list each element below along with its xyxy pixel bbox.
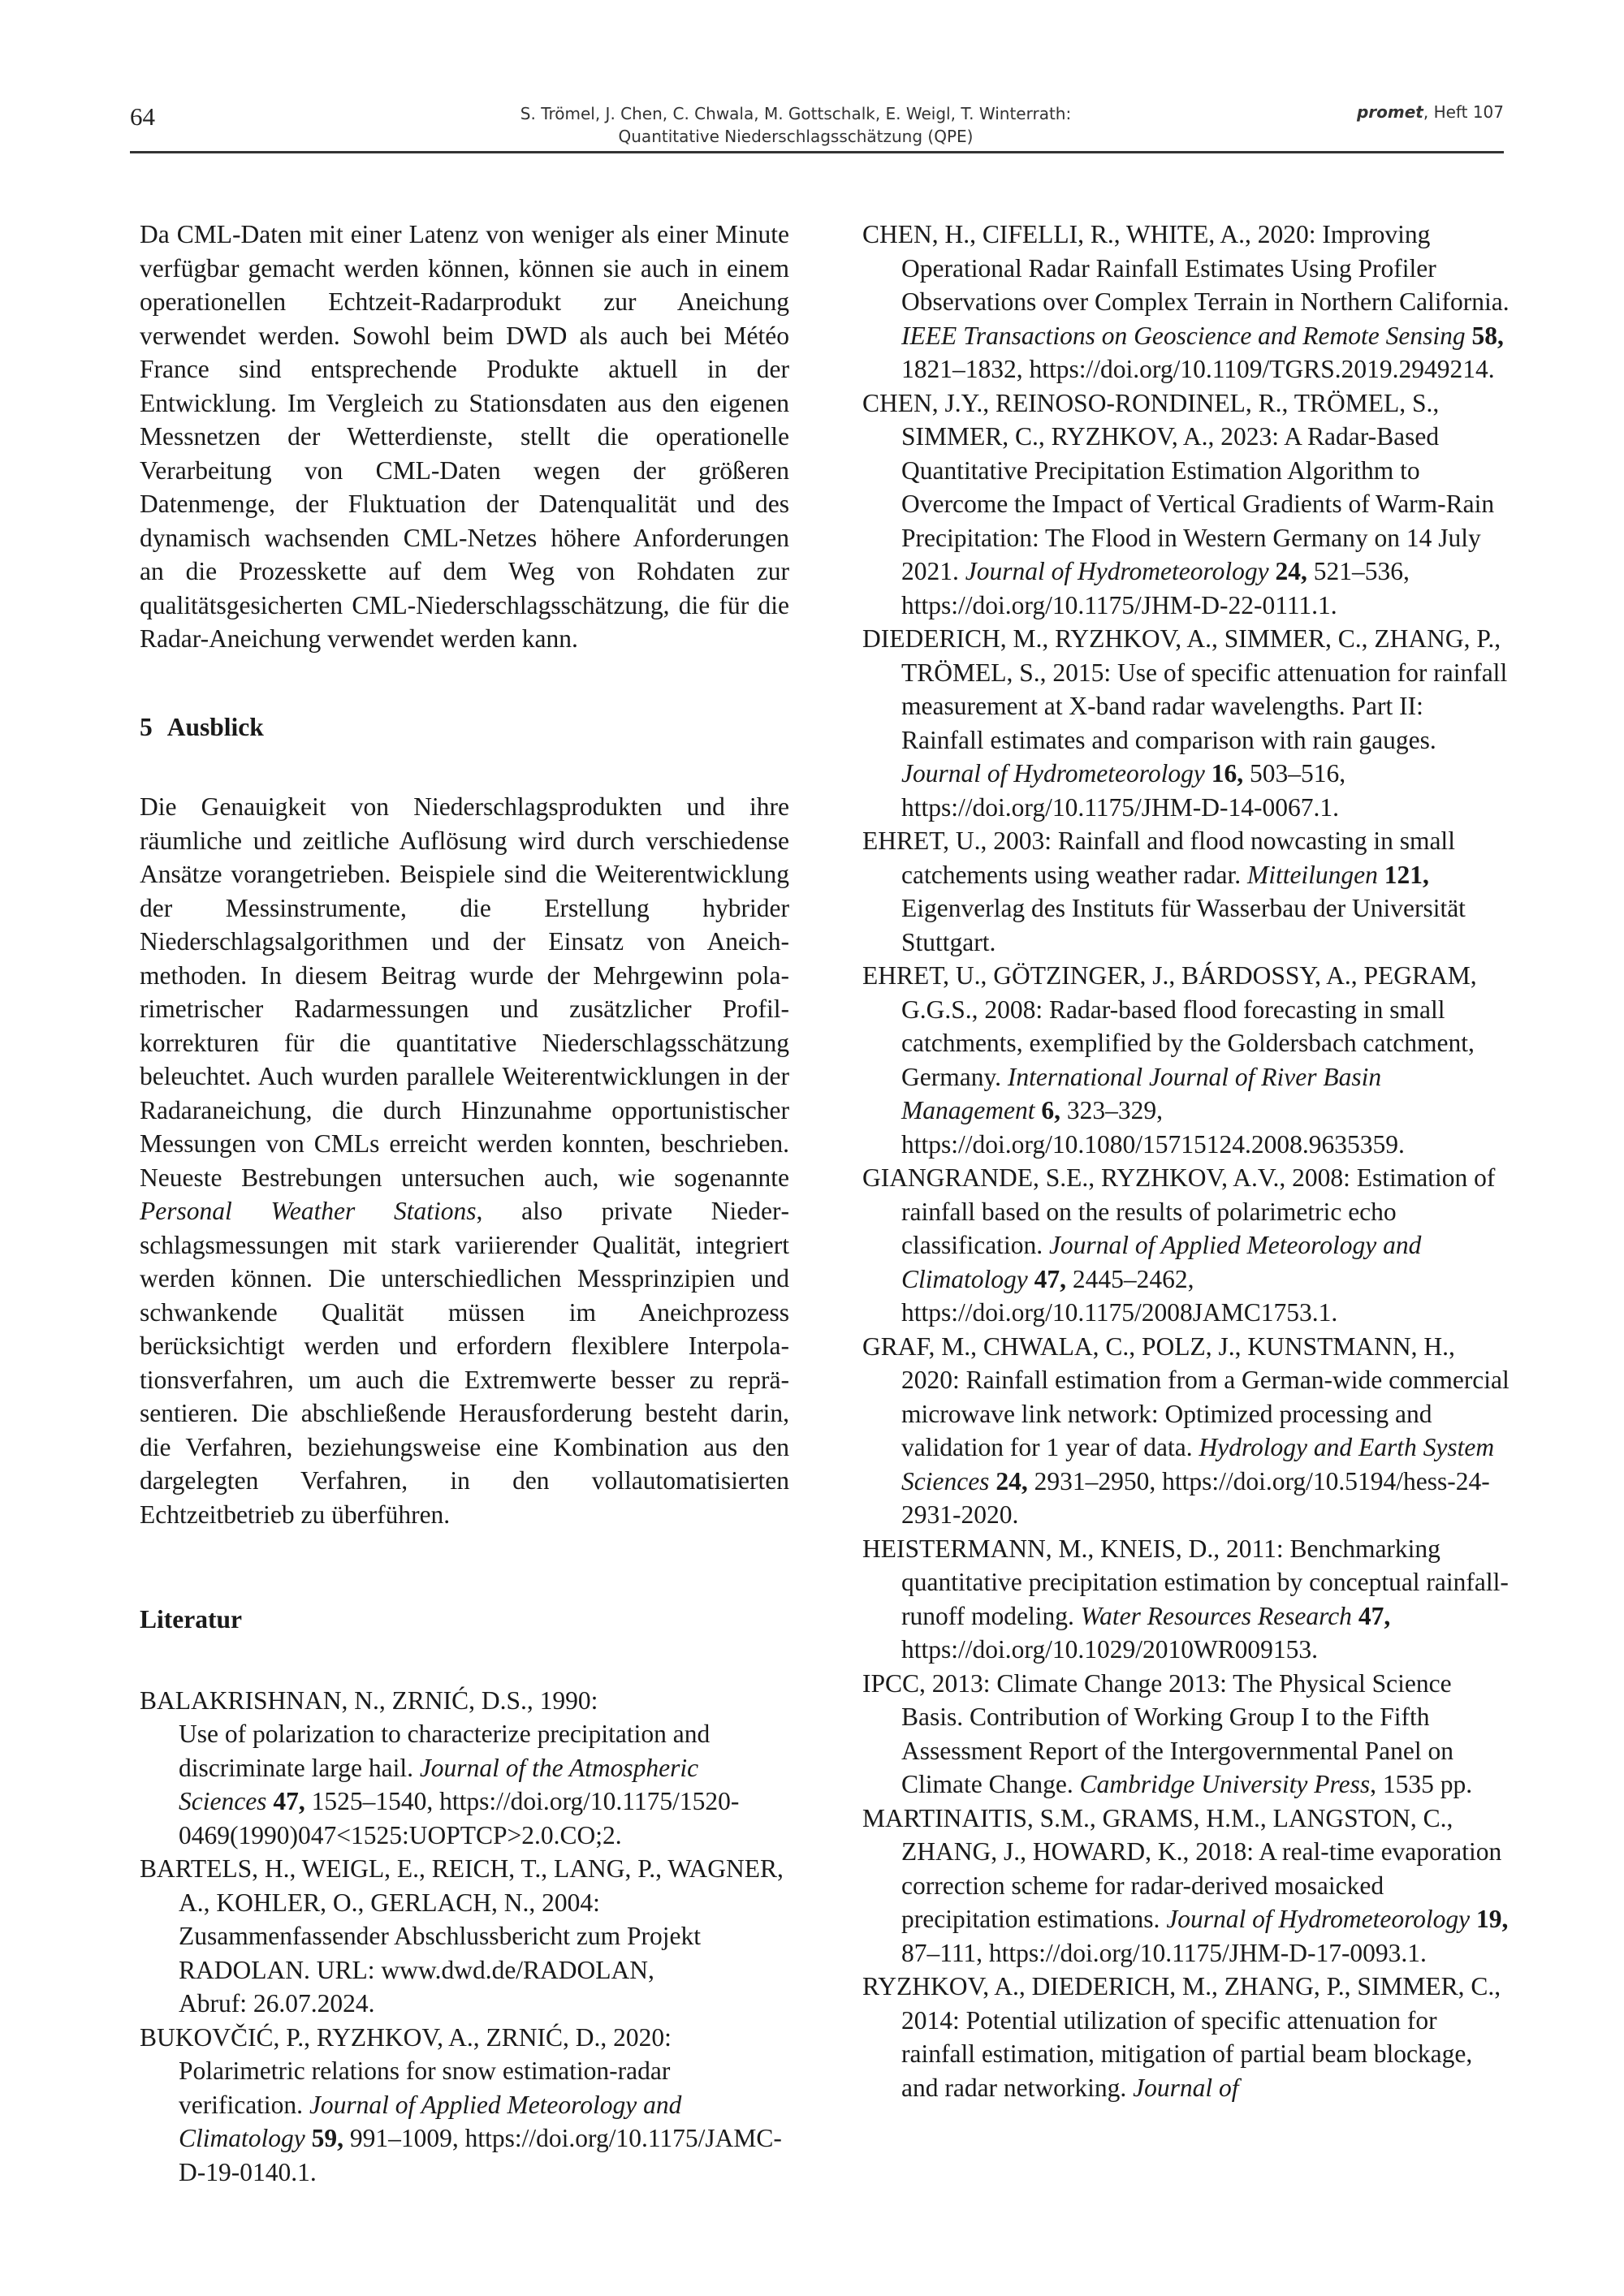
reference-authors: RYZHKOV, A., DIEDERICH, M., ZHANG, P., SIMMER, C., 2014: [862,1972,1501,2035]
reference-volume: 16, [1211,759,1244,788]
reference-authors: BUKOVČIĆ, P., RYZHKOV, A., ZRNIĆ, D., 2020: [140,2022,672,2052]
reference-pages: 323–329, [1060,1096,1163,1124]
reference-journal: Journal of Applied Meteorology and Climatology [901,1231,1422,1293]
intro-paragraph: Da CML-Daten mit einer Latenz von weniger als einer Minute verfügbar gemacht werden können, können sie auch in einem operationellen Echtzeit-Radarprodukt zur Aneichung verwendet werden. Sowohl beim DWD als auch bei Météo France sind entsprechende Produkte aktuell in der Entwicklung. Im Vergleich zu Stationsdaten aus den eigenen Messnetzen der Wetterdienste, stellt die operationelle Verarbeitung von CML-Daten wegen der größeren Datenmenge, der Fluktuation der Datenqualität und des dynamisch wachsenden CML-Netzes höhere Anforderungen an die Prozesskette auf dem Weg von Rohdaten zur qualitätsgesicherten CML-Niederschlagsschätzung, die für die Radar-Aneichung verwendet werden kann. [140,220,789,653]
reference-pages: Eigenverlag des Instituts für Wasserbau der Universität Stuttgart. [901,894,1466,956]
reference-title: Rainfall estimation from a German-wide commercial microwave link network: Optimized processing and validation for 1 year of data. [901,1366,1510,1461]
right-column [862,218,1512,2104]
reference-item [862,1161,1512,1330]
reference-doi: https://doi.org/10.1175/JHM-D-17-0093.1. [988,1938,1427,1967]
reference-journal: Journal of Hydrometeorology [1166,1905,1471,1933]
reference-title: A Radar-Based Quantitative Precipitation Estimation Algorithm to Overcome the Impact of Vertical Gradients of Warm-Rain Precipitation: The Flood in Western Germany on 14 July 2021. [901,422,1495,585]
section-heading-ausblick [140,710,789,744]
reference-item [862,1667,1512,1802]
reference-item [862,218,1512,386]
reference-journal: International Journal of River Basin Management [901,1062,1382,1124]
reference-title: Use of specific attenuation for rainfall measurement at X-band radar wavelengths. Part II: Rainfall estimates and comparison with rain gauges. [901,658,1508,754]
reference-list-right [862,218,1512,2104]
reference-authors: IPCC, 2013: [862,1668,991,1698]
reference-doi: Abruf: 26.07.2024. [179,1989,375,2018]
reference-authors: EHRET, U., 2003: [862,826,1052,855]
reference-item [862,1330,1512,1532]
reference-title: A real-time evaporation correction scheme for radar-derived mosaicked precipitation estimations. [901,1837,1502,1933]
reference-volume: 47, [1358,1601,1391,1630]
reference-authors: GIANGRANDE, S.E., RYZHKOV, A.V., 2008: [862,1163,1350,1192]
reference-volume: 47, [273,1787,305,1815]
running-head-title: Quantitative Niederschlagsschätzung (QPE) [618,127,974,146]
reference-pages: 521–536, [1307,557,1410,585]
reference-title: Potential utilization of specific attenuation for rainfall estimation, mitigation of partial beam blockage, and radar networking. [901,2005,1473,2102]
reference-authors: MARTINAITIS, S.M., GRAMS, H.M., LANGSTON, C., ZHANG, J., HOWARD, K., 2018: [862,1803,1453,1866]
reference-pages: 87–111, [901,1938,983,1967]
reference-authors: CHEN, J.Y., REINOSO-RONDINEL, R., TRÖMEL, S., SIMMER, C., RYZHKOV, A., 2023: [862,388,1440,451]
reference-doi: https://doi.org/10.1109/TGRS.2019.2949214. [1029,355,1495,383]
ausblick-text-1: Die Genauigkeit von Niederschlagsprodukten und ihre räumliche und zeitliche Auflösung wird durch verschiedense Ansätze vorangetrieben. Beispiele sind die Weiterentwicklung der Messinstrumente, die Erstellung hybrider Niederschlagsalgorithmen und der Einsatz von Aneichmethoden. In diesem Beitrag wurde der Mehrgewinn polarimetrischer Radarmessungen und zusätzlicher Profilkorrekturen für die quantitative Niederschlagsschätzung beleuchtet. Auch wurden parallele Weiterentwicklungen in der Radaraneichung, die durch Hinzunahme opportunistischer Messungen von CMLs erreicht werden konnten, beschrieben. Neueste Bestrebungen untersuchen auch, wie sogenannte [140,792,789,1192]
reference-journal: Journal of Hydrometeorology [965,557,1269,585]
reference-doi: https://doi.org/10.1175/1520-0469(1990)047<1525:UOPTCP>2.0.CO;2. [179,1787,740,1849]
reference-pages: 991–1009, [343,2124,459,2152]
reference-title: Climate Change 2013: The Physical Science Basis. Contribution of Working Group I to the Fifth Assessment Report of the Intergovernmental Panel on Climate Change. [901,1668,1454,1798]
running-head [438,102,1153,148]
journal-brand: promet [1356,102,1423,122]
reference-volume: 58, [1471,321,1504,350]
reference-pages: 2445–2462, [1066,1264,1194,1293]
reference-title: Improving Operational Radar Rainfall Estimates Using Profiler Observations over Complex Terrain in Northern California. [901,220,1510,316]
reference-item [862,824,1512,959]
section-number: 5 [140,712,153,741]
reference-title: Estimation of rainfall based on the results of polarimetric echo classification. [901,1163,1496,1259]
reference-volume: 121, [1384,860,1429,889]
journal-head [1357,102,1504,122]
reference-pages: 2931–2950, [1027,1466,1156,1495]
section-title: Ausblick [166,712,264,741]
reference-title: Benchmarking quantitative precipitation estimation by conceptual rainfall-runoff modeling. [901,1534,1509,1630]
reference-title: Radar-based flood forecasting in small catchments, exemplified by the Goldersbach catchment, Germany. [901,995,1475,1091]
reference-journal: Mitteilungen [1246,860,1378,889]
reference-volume: 6, [1041,1096,1060,1124]
reference-authors: DIEDERICH, M., RYZHKOV, A., SIMMER, C., ZHANG, P., TRÖMEL, S., 2015: [862,624,1501,687]
reference-volume: 19, [1476,1905,1509,1933]
running-head-authors: S. Trömel, J. Chen, C. Chwala, M. Gottschalk, E. Weigl, T. Winterrath: [520,104,1072,123]
reference-journal: Journal of Applied Meteorology and Climatology [179,2090,682,2152]
reference-volume: 59, [311,2124,343,2152]
ausblick-text-2: , also private Niederschlagsmessungen mit stark variierender Qualität, integriert werden können. Die unterschiedlichen Messprinzipien und schwankende Qualität müssen im Aneichprozess berücksichtigt werden und erfordern flexiblere Interpolationsverfahren, um auch die Extremwerte besser zu repräsentieren. Die abschließende Herausforderung besteht darin, die Verfahren, beziehungsweise eine Kombination aus den dargelegten Verfahren, in den vollautomatisierten Echtzeitbetrieb zu überführen. [140,1197,790,1529]
reference-journal: Journal of Hydrometeorology [901,759,1205,788]
reference-doi: https://doi.org/10.1175/JHM-D-22-0111.1. [901,590,1337,619]
reference-volume: 24, [1275,557,1307,585]
reference-title: Rainfall and flood nowcasting in small catchements using weather radar. [901,826,1455,889]
reference-journal: Cambridge University Press [1079,1770,1371,1798]
reference-doi: https://doi.org/10.1175/JHM-D-14-0067.1. [901,792,1340,822]
page-number: 64 [130,102,155,131]
reference-volume: 47, [1034,1264,1066,1293]
reference-item [862,386,1512,623]
reference-doi: https://doi.org/10.1080/15715124.2008.9635359. [901,1129,1405,1159]
ausblick-italic-term: Personal Weather Stations [140,1197,477,1225]
reference-authors: BARTELS, H., WEIGL, E., REICH, T., LANG, P., WAGNER, A., KOHLER, O., GERLACH, N., 2004: [140,1854,784,1917]
reference-pages: 1525–1540, [304,1787,434,1815]
reference-authors: CHEN, H., CIFELLI, R., WHITE, A., 2020: [862,220,1316,248]
reference-title: Use of polarization to characterize precipitation and discriminate large hail. [179,1720,710,1782]
reference-item [140,1684,789,1853]
reference-item [140,2021,789,2190]
reference-title: Polarimetric relations for snow estimation-radar verification. [179,2056,671,2119]
reference-title: Zusammenfassender Abschlussbericht zum Projekt RADOLAN. URL: www.dwd.de/RADOLAN, [179,1922,701,1984]
reference-journal: Journal of [1133,2073,1239,2102]
reference-item [140,1852,789,2021]
reference-item [862,1802,1512,1970]
reference-doi: https://doi.org/10.1175/JAMC-D-19-0140.1. [179,2124,782,2186]
reference-item [862,622,1512,824]
reference-doi: https://doi.org/10.1029/2010WR009153. [901,1635,1319,1664]
left-column [140,218,789,2189]
section-heading-literatur: Literatur [140,1605,242,1634]
reference-authors: BALAKRISHNAN, N., ZRNIĆ, D.S., 1990: [140,1685,598,1715]
reference-journal: Water Resources Research [1080,1601,1352,1630]
reference-doi: https://doi.org/10.5194/hess-24-2931-2020. [901,1466,1490,1529]
reference-authors: GRAF, M., CHWALA, C., POLZ, J., KUNSTMANN, H., 2020: [862,1331,1455,1394]
journal-issue: , Heft 107 [1423,102,1504,122]
reference-item [862,959,1512,1161]
reference-authors: EHRET, U., GÖTZINGER, J., BÁRDOSSY, A., PEGRAM, G.G.S., 2008: [862,961,1477,1024]
reference-journal: IEEE Transactions on Geoscience and Remote Sensing [901,321,1466,350]
ausblick-paragraph [140,790,789,1531]
reference-doi: https://doi.org/10.1175/2008JAMC1753.1. [901,1298,1338,1327]
reference-pages: 1821–1832, [901,355,1023,383]
reference-authors: HEISTERMANN, M., KNEIS, D., 2011: [862,1534,1284,1563]
reference-journal: Hydrology and Earth System Sciences [901,1433,1495,1495]
reference-item [862,1970,1512,2104]
reference-item [862,1532,1512,1667]
reference-journal: Journal of the Atmospheric Sciences [179,1753,699,1815]
header-rule [130,151,1504,153]
reference-pages: 503–516, [1243,759,1346,788]
reference-list-left [140,1684,789,2190]
reference-pages: , 1535 pp. [1370,1770,1473,1798]
reference-volume: 24, [996,1466,1028,1495]
